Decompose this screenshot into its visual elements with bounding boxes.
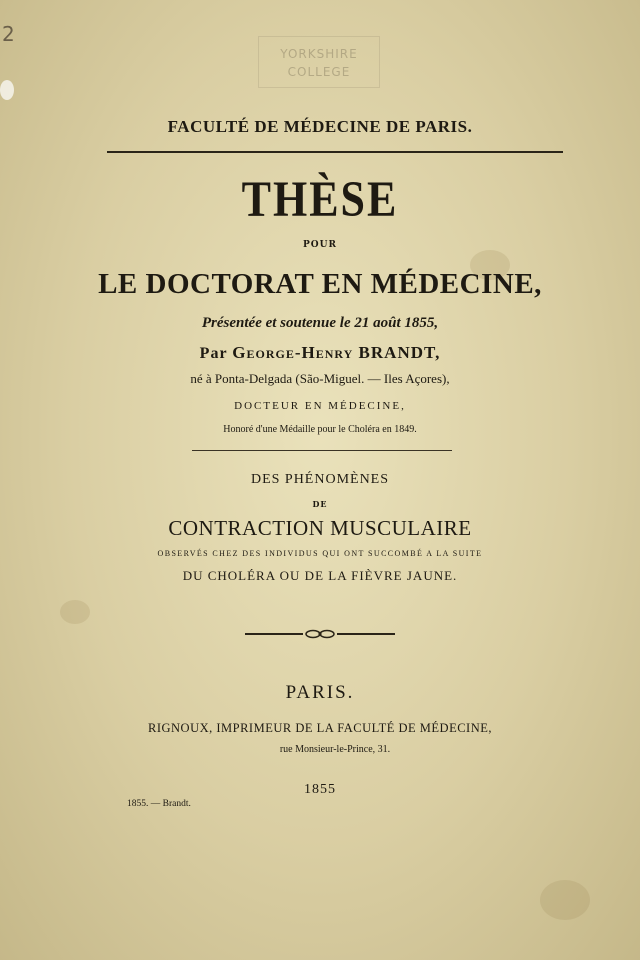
section-rule <box>192 450 452 451</box>
birthplace-line: né à Ponta-Delgada (São-Miguel. — Iles Açores), <box>190 371 450 386</box>
stamp-line-2: COLLEGE <box>287 65 351 79</box>
imprint-address: rue Monsieur-le-Prince, 31. <box>279 744 391 755</box>
honor-line: Honoré d'une Médaille pour le Choléra en 1849. <box>223 424 417 435</box>
ornament-divider <box>245 628 395 640</box>
thesis-title: THÈSE <box>241 171 399 228</box>
imprint-printer: RIGNOUX, IMPRIMEUR DE LA FACULTÉ DE MÉDECINE, <box>147 721 493 735</box>
foxing-spot <box>540 880 590 920</box>
author-name: George-Henry BRANDT, <box>232 343 441 362</box>
foxing-spot <box>60 600 90 624</box>
defense-date-line: Présentée et soutenue le 21 août 1855, <box>201 315 439 331</box>
heading-rule <box>107 151 563 153</box>
shelf-mark: 2 <box>2 22 15 46</box>
subject-line-4: DU CHOLÉRA OU DE LA FIÈVRE JAUNE. <box>182 568 458 583</box>
subject-line-1: DES PHÉNOMÈNES <box>250 472 390 487</box>
pour-label: POUR <box>303 240 337 250</box>
footer-signature: 1855. — Brandt. <box>127 799 191 809</box>
degree-line: DOCTEUR EN MÉDECINE, <box>234 400 406 412</box>
subject-de: DE <box>312 499 328 509</box>
paper-hole <box>0 80 14 100</box>
subject-line-3: OBSERVÉS CHEZ DES INDIVIDUS QUI ONT SUCCOMBÉ A LA SUITE <box>157 549 483 558</box>
imprint-city: PARIS. <box>285 682 355 703</box>
subject-line-2: CONTRACTION MUSCULAIRE <box>168 516 472 540</box>
faculty-heading: FACULTÉ DE MÉDECINE DE PARIS. <box>167 117 473 136</box>
imprint-year: 1855 <box>304 782 336 797</box>
author-prefix: Par <box>199 345 228 362</box>
library-stamp <box>258 36 380 88</box>
doctorate-line: LE DOCTORAT EN MÉDECINE, <box>98 268 542 300</box>
author-line <box>0 343 640 363</box>
stamp-line-1: YORKSHIRE <box>280 47 358 61</box>
